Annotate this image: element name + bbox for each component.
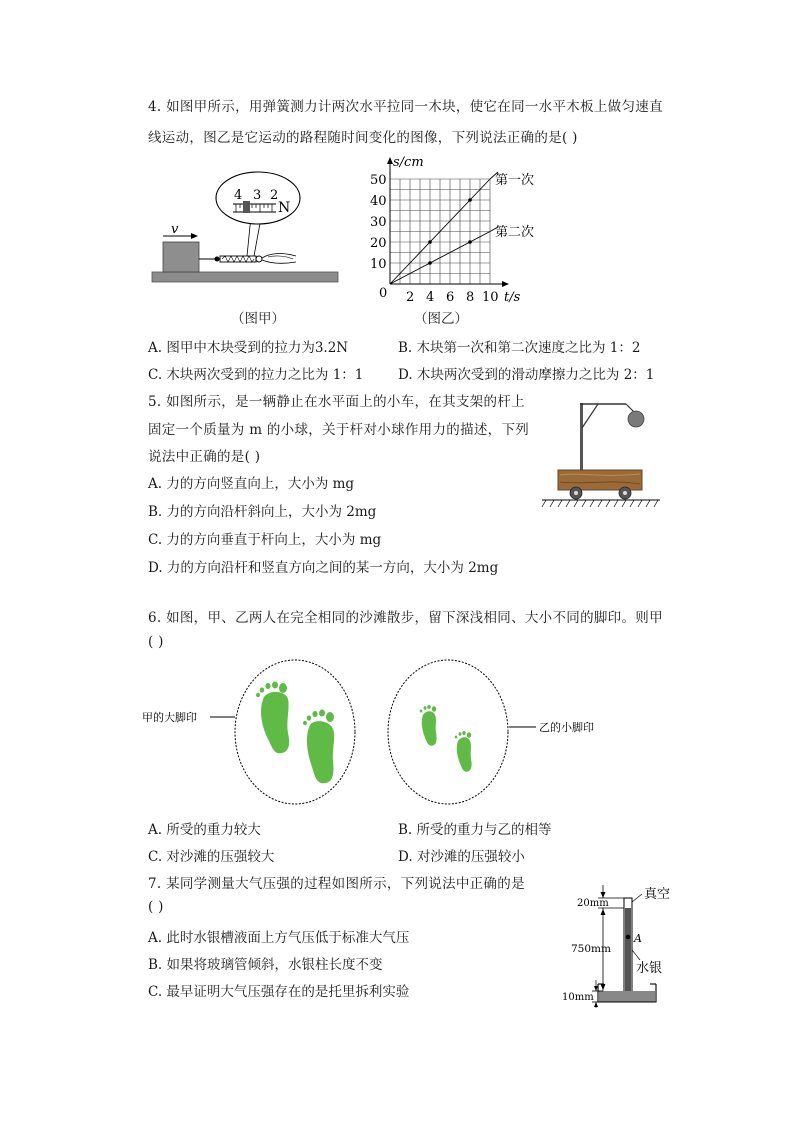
q6-option-d[interactable]: D. 对沙滩的压强较小 xyxy=(398,849,525,865)
q7-torricelli-figure xyxy=(548,880,698,1010)
q5-stem-line-3: 说法中正确的是( ) xyxy=(148,449,261,465)
q4-option-c[interactable]: C. 木块两次受到的拉力之比为 1：1 xyxy=(148,367,364,383)
q4-figure-b-caption: （图乙） xyxy=(414,311,468,327)
q4-stem-line-1: 4. 如图甲所示，用弹簧测力计两次水平拉同一木块，使它在同一水平木板上做匀速直 xyxy=(148,99,663,115)
y-tick-50: 50 xyxy=(370,173,387,188)
line-label-first: 第一次 xyxy=(495,173,535,188)
q5-option-b[interactable]: B. 力的方向沿杆斜向上，大小为 2mg xyxy=(148,504,377,520)
bottom-gap-label: 10mm xyxy=(562,992,594,1003)
q6-option-b[interactable]: B. 所受的重力与乙的相等 xyxy=(398,822,552,838)
scale-number-2: 2 xyxy=(270,188,279,203)
q6-option-a[interactable]: A. 所受的重力较大 xyxy=(148,822,261,838)
q4-figure-a xyxy=(150,160,350,290)
unit-label: N xyxy=(278,200,291,216)
q5-stem-line-2: 固定一个质量为 m 的小球，关于杆对小球作用力的描述，下列 xyxy=(148,422,530,438)
q6-option-c[interactable]: C. 对沙滩的压强较大 xyxy=(148,849,275,865)
x-tick-4: 4 xyxy=(426,290,435,305)
q6-footprint-figure xyxy=(140,655,620,810)
q7-option-b[interactable]: B. 如果将玻璃管倾斜，水银柱长度不变 xyxy=(148,957,383,973)
q4-option-a[interactable]: A. 图甲中木块受到的拉力为3.2N xyxy=(148,340,349,356)
q4-option-d[interactable]: D. 木块两次受到的滑动摩擦力之比为 2：1 xyxy=(398,367,655,383)
y-tick-30: 30 xyxy=(370,215,387,230)
q5-option-c[interactable]: C. 力的方向垂直于杆向上，大小为 mg xyxy=(148,532,382,548)
x-axis-label: t/s xyxy=(504,290,521,305)
column-height-label: 750mm xyxy=(571,943,611,955)
x-tick-2: 2 xyxy=(406,290,415,305)
q7-option-a[interactable]: A. 此时水银槽液面上方气压低于标准大气压 xyxy=(148,930,410,946)
q6-stem-line-2: ( ) xyxy=(148,634,164,650)
scale-number-3: 3 xyxy=(253,188,262,203)
x-tick-10: 10 xyxy=(482,290,499,305)
y-tick-20: 20 xyxy=(370,236,387,251)
q5-cart-figure xyxy=(540,398,665,513)
q7-stem-line-2: ( ) xyxy=(148,899,164,915)
q5-option-a[interactable]: A. 力的方向竖直向上，大小为 mg xyxy=(148,476,355,492)
velocity-label: v xyxy=(171,222,179,237)
x-tick-6: 6 xyxy=(446,290,455,305)
origin-label: 0 xyxy=(379,286,388,301)
line-label-second: 第二次 xyxy=(495,225,535,240)
q7-option-c[interactable]: C. 最早证明大气压强存在的是托里拆利实验 xyxy=(148,984,410,1000)
top-gap-label: 20mm xyxy=(577,898,609,909)
x-tick-8: 8 xyxy=(466,290,475,305)
mercury-label: 水银 xyxy=(636,961,663,976)
label-small-footprint: 乙的小脚印 xyxy=(539,721,594,734)
q4-stem-line-2: 线运动，图乙是它运动的路程随时间变化的图像，下列说法正确的是( ) xyxy=(148,130,578,146)
q5-stem-line-1: 5. 如图所示，是一辆静止在水平面上的小车，在其支架的杆上 xyxy=(148,394,525,410)
point-a-label: A xyxy=(634,932,642,945)
q4-figure-b-graph xyxy=(365,152,545,307)
y-tick-40: 40 xyxy=(370,194,387,209)
y-axis-label: s/cm xyxy=(393,155,424,170)
q6-stem-line-1: 6. 如图，甲、乙两人在完全相同的沙滩散步，留下深浅相同、大小不同的脚印。则甲 xyxy=(148,610,663,626)
y-tick-10: 10 xyxy=(370,257,387,272)
q5-option-d[interactable]: D. 力的方向沿杆和竖直方向之间的某一方向，大小为 2mg xyxy=(148,560,499,576)
vacuum-label: 真空 xyxy=(644,887,671,902)
label-big-footprint: 甲的大脚印 xyxy=(142,711,197,724)
q4-option-b[interactable]: B. 木块第一次和第二次速度之比为 1：2 xyxy=(398,340,641,356)
q4-figure-a-caption: （图甲） xyxy=(231,311,285,327)
q7-stem-line-1: 7. 某同学测量大气压强的过程如图所示，下列说法中正确的是 xyxy=(148,876,525,892)
scale-number-4: 4 xyxy=(234,188,243,203)
